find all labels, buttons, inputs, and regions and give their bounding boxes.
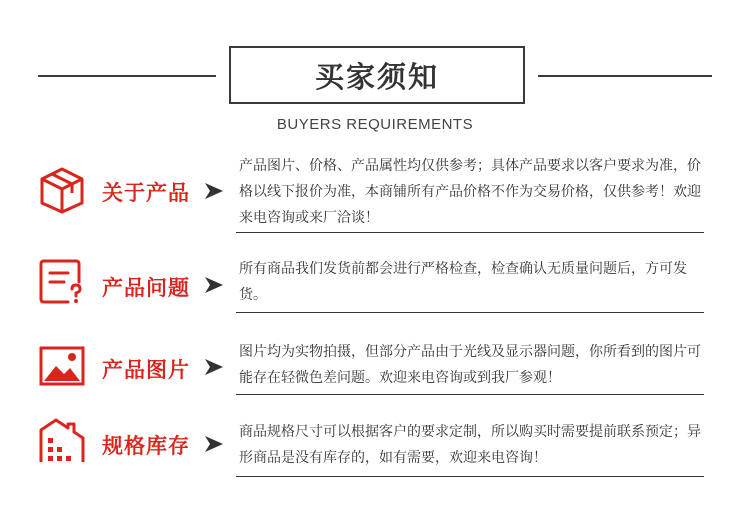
label-product-images: 产品图片 — [102, 358, 190, 382]
info-row-issues — [0, 252, 750, 332]
label-product-issues: 产品问题 — [102, 276, 190, 300]
row-underline — [236, 312, 704, 313]
info-row-stock — [0, 414, 750, 494]
arrow-icon — [205, 183, 223, 199]
picture-icon — [38, 342, 86, 390]
desc-product-images: 图片均为实物拍摄，但部分产品由于光线及显示器问题，你所看到的图片可能存在轻微色差问题。欢迎来电咨询或到我厂参观！ — [239, 344, 701, 386]
box-icon — [38, 166, 86, 214]
arrow-icon — [205, 277, 223, 293]
page-title: 买家须知 — [314, 59, 439, 94]
warehouse-icon — [38, 416, 86, 464]
desc-about-product: 产品图片、价格、产品属性均仅供参考；具体产品要求以客户要求为准，价格以线下报价为准，本商铺所有产品价格不作为交易价格，仅供参考！欢迎来电咨询或来厂洽谈！ — [239, 158, 701, 226]
label-about-product: 关于产品 — [102, 181, 190, 205]
arrow-icon — [205, 436, 223, 452]
row-underline — [236, 232, 704, 233]
arrow-icon — [205, 359, 223, 375]
info-row-images — [0, 336, 750, 416]
document-question-icon — [38, 258, 86, 306]
row-underline — [236, 394, 704, 395]
info-row-product — [0, 150, 750, 230]
title-box — [229, 46, 525, 104]
label-spec-stock: 规格库存 — [102, 434, 190, 458]
header-right-line — [538, 75, 712, 77]
row-underline — [236, 476, 704, 477]
desc-product-issues: 所有商品我们发货前都会进行严格检查，检查确认无质量问题后，方可发货。 — [239, 261, 687, 303]
page-subtitle: BUYERS REQUIREMENTS — [276, 116, 474, 133]
header-left-line — [38, 75, 216, 77]
desc-spec-stock: 商品规格尺寸可以根据客户的要求定制，所以购买时需要提前联系预定；异形商品是没有库存的，如有需要，欢迎来电咨询！ — [239, 424, 701, 466]
